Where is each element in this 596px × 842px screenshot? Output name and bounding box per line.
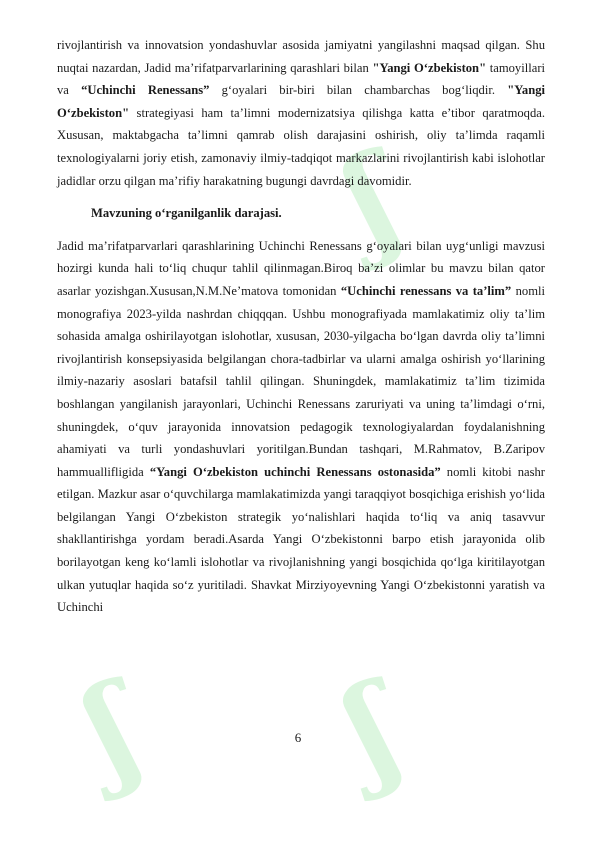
paragraph-1 <box>57 34 545 192</box>
body-text <box>57 34 545 619</box>
paragraph-1-bold-3: "Yangi O‘zbekiston" <box>57 83 545 120</box>
paragraph-1-text-2: tamoyillari va <box>57 60 546 98</box>
paragraph-1-text-4: strategiyasi ham ta’limni modernizatsiya qilishga katta e’tibor qaratmoqda. Xususan, maktabgacha ta’limni qamrab olish darajasini oshirish, oliy ta’limda raqamli texnologiyalarni joriy etish, zamonaviy ilmiy-tadqiqot markazlarini rivojlantirish kabi islohotlar jadidlar orzu qilgan ma’rifiy harakatning bugungi davrdagi davomidir. <box>57 105 545 188</box>
paragraph-2-text-2: nomli monografiya 2023-yilda nashrdan chiqqqan. Ushbu monografiyada mamlakatimiz oliy ta’lim sohasida amalga oshirilayotgan islohotlar, xususan, 2030-yilgacha bo‘lgan davrda oliy ta’limni rivojlantirish konsepsiyasida belgilangan chora-tadbirlar va ularni amalga oshirish yo‘llarining ilmiy-nazariy asoslari batafsil tahlil qilingan. Shuningdek, mamlakatimiz ta’lim tizimida boshlangan yangilanish jarayonlari, Uchinchi Renessans zaruriyati va uning ta’limdagi o‘rni, shuningdek, o‘quv jarayonida innovatsion pedagogik texnologiyalardan foydalanishning ahamiyati va turli yondashuvlari yoritilgan.Bundan tashqari, M.Rahmatov, B.Zaripov hammuallifligida <box>57 283 545 479</box>
paragraph-2 <box>57 235 545 619</box>
watermark-logo-2: ʃ <box>71 656 153 803</box>
paragraph-2-text-1: Jadid ma’rifatparvarlari qarashlarining Uchinchi Renessans g‘oyalari bilan uyg‘unligi mavzusi hozirgi kunda hali to‘liq chuqur tahlil qilinmagan.Biroq ba’zi olimlar bu mavzu bilan qator asarlar yozishgan.Xususan,N.M.Ne’matova tomonidan <box>57 238 545 298</box>
section-heading: Mavzuning o‘rganilganlik darajasi. <box>91 206 282 221</box>
paragraph-1-bold-2: “Uchinchi Renessans” <box>81 83 210 98</box>
paragraph-1-text-1: rivojlantirish va innovatsion yondashuvlar asosida jamiyatni yangilashni maqsad qilgan. Shu nuqtai nazardan, Jadid ma’rifatparvarlarining qarashlari bilan <box>57 38 545 75</box>
paragraph-2-bold-2: “Yangi O‘zbekiston uchinchi Renessans ostonasida” <box>149 464 441 479</box>
watermark-logo-3: ʃ <box>331 656 413 803</box>
watermark-logo-1: ʃ <box>331 126 413 273</box>
paragraph-1-text-3: g‘oyalari bir-biri bilan chambarchas bog‘liqdir. <box>209 83 508 98</box>
paragraph-2-text-3: nomli kitobi nashr etilgan. Mazkur asar o‘quvchilarga mamlakatimizda yangi taraqqiyot bosqichiga erishish yo‘lida belgilangan Yangi O‘zbekiston strategik yo‘nalishlari haqida to‘liq va aniq tasavvur shakllantirishga yordam beradi.Asarda Yangi O‘zbekistonni barpo etish jarayonida olib borilayotgan keng ko‘lamli islohotlar va rivojlanishning yangi bosqichida qo‘lga kiritilayotgan ulkan yutuqlar haqida so‘z yuritiladi. Shavkat Mirziyoyevning Yangi O‘zbekistonni yaratish va Uchinchi <box>57 464 545 615</box>
page-number: 6 <box>294 730 302 745</box>
paragraph-2-bold-1: “Uchinchi renessans va ta’lim” <box>340 283 512 298</box>
paragraph-1-bold-1: "Yangi O‘zbekiston" <box>372 60 487 75</box>
